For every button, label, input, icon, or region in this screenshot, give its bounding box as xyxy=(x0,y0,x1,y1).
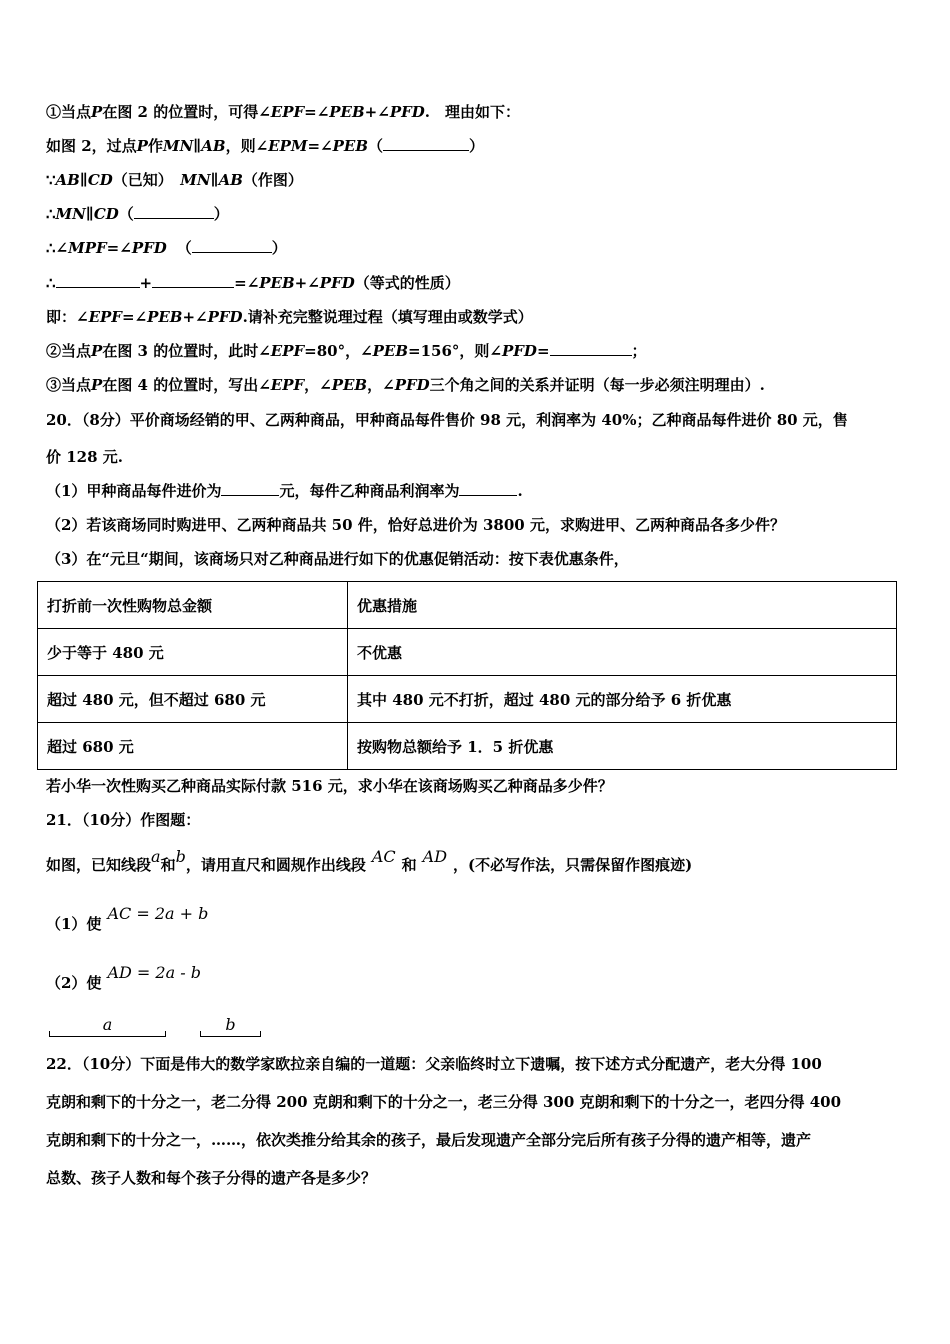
q20-sub3: （3）在“元旦“期间，该商场只对乙种商品进行如下的优惠促销活动：按下表优惠条件， xyxy=(46,550,629,568)
table-header-cell: 打折前一次性购物总金额 xyxy=(38,582,348,629)
circled-number-1: ① xyxy=(46,103,62,121)
q19-part1-line: ①当点P在图 2 的位置时，可得∠EPF=∠PEB+∠PFD. 理由如下： xyxy=(46,103,520,121)
discount-table xyxy=(37,581,897,770)
answer-blank[interactable] xyxy=(459,481,517,496)
q19-part3-line: ③当点P在图 4 的位置时，写出∠EPF，∠PEB，∠PFD三个角之间的关系并证明（每一步必须注明理由）. xyxy=(46,376,765,394)
q19-proof-line-4: ∴MN∥CD（ ） xyxy=(46,205,229,223)
answer-blank[interactable] xyxy=(56,273,140,288)
q19-proof-line-5: ∴∠MPF=∠PFD （ ） xyxy=(46,239,287,257)
q22-line-4: 总数、孩子人数和每个孩子分得的遗产各是多少？ xyxy=(46,1169,377,1187)
q19-part2-line: ②当点P在图 3 的位置时，此时∠EPF=80°，∠PEB=156°，则∠PFD= ； xyxy=(46,342,647,360)
q22-line-3: 克朗和剩下的十分之一，……，依次类推分给其余的孩子，最后发现遗产全部分完后所有孩子分得的遗产相等，遗产 xyxy=(46,1131,812,1149)
q22-line-1: 22．（10分）下面是伟大的数学家欧拉亲自编的一道题：父亲临终时立下遗嘱，按下述方式分配遗产，老大分得 100 xyxy=(46,1055,822,1073)
segment-a xyxy=(49,1015,166,1037)
table-cell: 其中 480 元不打折，超过 480 元的部分给予 6 折优惠 xyxy=(348,676,897,723)
answer-blank[interactable] xyxy=(383,136,469,151)
answer-blank[interactable] xyxy=(152,273,234,288)
equation-ac: AC = 2a + b xyxy=(107,904,209,923)
table-cell: 少于等于 480 元 xyxy=(38,629,348,676)
equation-ad: AD = 2a - b xyxy=(107,963,201,982)
table-row xyxy=(38,676,897,723)
q21-heading: 21．（10分）作图题： xyxy=(46,811,201,829)
table-header-cell: 优惠措施 xyxy=(348,582,897,629)
q19-proof-line-7: 即：∠EPF=∠PEB+∠PFD.请补充完整说理过程（填写理由或数学式） xyxy=(46,308,533,326)
q20-sub2: （2）若该商场同时购进甲、乙两种商品共 50 件，恰好总进价为 3800 元，求购进甲、乙两种商品各多少件？ xyxy=(46,516,785,534)
q20-sub1: （1）甲种商品每件进价为 元，每件乙种商品利润率为 . xyxy=(46,482,523,500)
q19-proof-line-6: ∴ + =∠PEB+∠PFD（等式的性质） xyxy=(46,274,460,292)
answer-blank[interactable] xyxy=(550,341,632,356)
q19-proof-line-2: 如图 2，过点P作MN∥AB，则∠EPM=∠PEB（ ） xyxy=(46,137,485,155)
circled-number-3: ③ xyxy=(46,376,62,394)
q22-line-2: 克朗和剩下的十分之一，老二分得 200 克朗和剩下的十分之一，老三分得 300 克朗和剩下的十分之一，老四分得 400 xyxy=(46,1093,842,1111)
q20-stem-line-2: 价 128 元. xyxy=(46,448,123,466)
table-cell: 超过 680 元 xyxy=(38,723,348,770)
table-cell: 超过 480 元，但不超过 680 元 xyxy=(38,676,348,723)
q21-sub2: （2）使AD = 2a - b xyxy=(46,963,201,992)
table-row xyxy=(38,582,897,629)
q20-stem-line-1: 20．（8分）平价商场经销的甲、乙两种商品，甲种商品每件售价 98 元，利润率为 40%；乙种商品每件进价 80 元，售 xyxy=(46,411,848,429)
table-cell: 不优惠 xyxy=(348,629,897,676)
answer-blank[interactable] xyxy=(192,238,272,253)
answer-blank[interactable] xyxy=(134,204,214,219)
table-row xyxy=(38,723,897,770)
q21-sub1: （1）使AC = 2a + b xyxy=(46,904,209,933)
table-row xyxy=(38,629,897,676)
q20-followup: 若小华一次性购买乙种商品实际付款 516 元，求小华在该商场购买乙种商品多少件？ xyxy=(46,777,613,795)
segment-a-label: a xyxy=(102,1015,113,1034)
answer-blank[interactable] xyxy=(221,481,279,496)
q21-instruction: 如图，已知线段a和b，请用直尺和圆规作出线段 AC 和 AD ，(不必写作法，只需保留作图痕迹) xyxy=(46,847,693,874)
segment-b xyxy=(200,1015,261,1037)
segment-b-label: b xyxy=(225,1015,236,1034)
q19-proof-line-3: ∵AB∥CD（已知） MN∥AB（作图） xyxy=(46,171,303,189)
table-cell: 按购物总额给予 1．5 折优惠 xyxy=(348,723,897,770)
circled-number-2: ② xyxy=(46,342,62,360)
